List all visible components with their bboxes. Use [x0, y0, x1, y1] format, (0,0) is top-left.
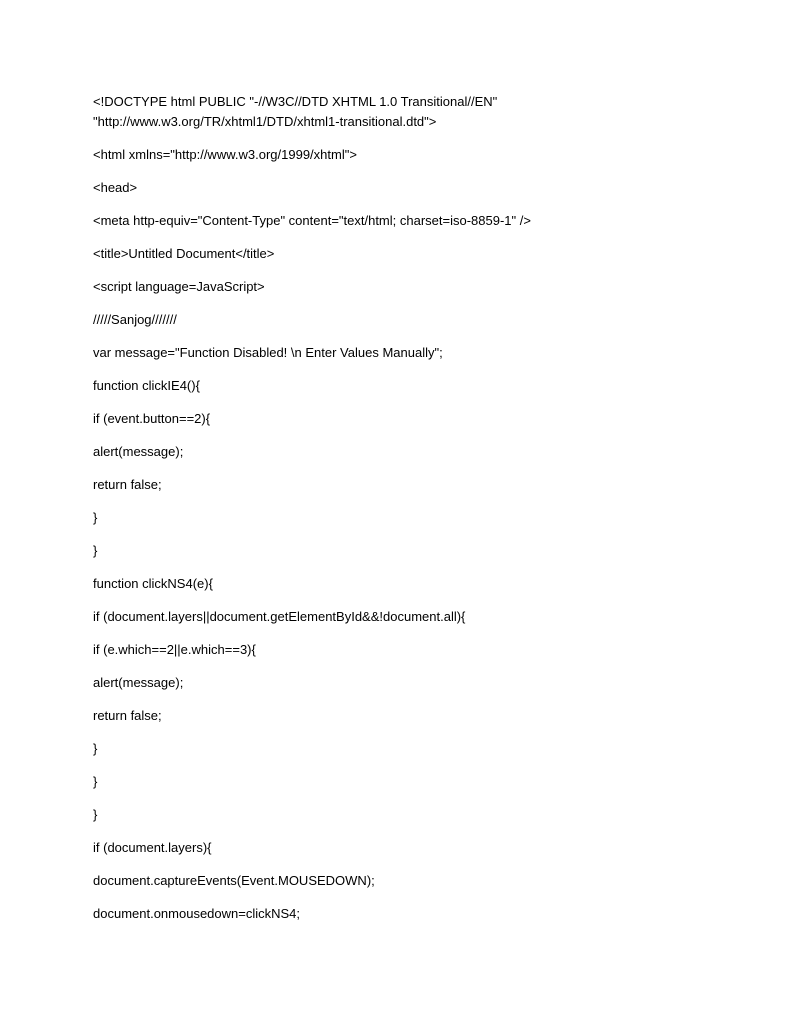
code-line: if (document.layers){: [93, 840, 212, 855]
code-line: <script language=JavaScript>: [93, 279, 265, 294]
code-paragraph: [93, 640, 743, 660]
code-paragraph: [93, 409, 743, 429]
code-paragraph: [93, 541, 743, 561]
code-paragraph: [93, 244, 743, 264]
code-paragraph: [93, 607, 743, 627]
code-line: /////Sanjog///////: [93, 312, 177, 327]
code-line: return false;: [93, 477, 162, 492]
code-line: <html xmlns="http://www.w3.org/1999/xhtml">: [93, 147, 357, 162]
code-line: <head>: [93, 180, 138, 195]
code-paragraph: [93, 673, 743, 693]
code-paragraph: [93, 211, 743, 231]
code-paragraph: [93, 442, 743, 462]
code-paragraph: [93, 772, 743, 792]
code-paragraph: [93, 574, 743, 594]
code-line: alert(message);: [93, 675, 184, 690]
code-paragraph: [93, 92, 743, 132]
code-line: }: [93, 807, 98, 822]
code-line: if (event.button==2){: [93, 411, 211, 426]
code-paragraph: [93, 508, 743, 528]
code-line: if (e.which==2||e.which==3){: [93, 642, 256, 657]
code-paragraph: [93, 805, 743, 825]
code-paragraph: [93, 178, 743, 198]
document-body: [93, 92, 743, 937]
code-line: <!DOCTYPE html PUBLIC "-//W3C//DTD XHTML 1.0 Transitional//EN": [93, 94, 498, 109]
code-line: if (document.layers||document.getElementById&&!document.all){: [93, 609, 466, 624]
code-paragraph: [93, 343, 743, 363]
code-line: <meta http-equiv="Content-Type" content="text/html; charset=iso-8859-1" />: [93, 213, 531, 228]
code-line: }: [93, 741, 98, 756]
code-paragraph: [93, 871, 743, 891]
code-paragraph: [93, 706, 743, 726]
code-line: function clickIE4(){: [93, 378, 200, 393]
code-line: document.onmousedown=clickNS4;: [93, 906, 301, 921]
code-line: }: [93, 543, 98, 558]
code-paragraph: [93, 310, 743, 330]
code-line: <title>Untitled Document</title>: [93, 246, 275, 261]
code-line: return false;: [93, 708, 162, 723]
code-line: }: [93, 774, 98, 789]
code-line: document.captureEvents(Event.MOUSEDOWN);: [93, 873, 375, 888]
code-line: var message="Function Disabled! \n Enter Values Manually";: [93, 345, 443, 360]
code-line: alert(message);: [93, 444, 184, 459]
code-line: "http://www.w3.org/TR/xhtml1/DTD/xhtml1-transitional.dtd">: [93, 114, 437, 129]
code-paragraph: [93, 145, 743, 165]
code-paragraph: [93, 739, 743, 759]
code-paragraph: [93, 904, 743, 924]
code-paragraph: [93, 475, 743, 495]
code-paragraph: [93, 838, 743, 858]
code-paragraph: [93, 376, 743, 396]
code-line: function clickNS4(e){: [93, 576, 213, 591]
code-paragraph: [93, 277, 743, 297]
code-line: }: [93, 510, 98, 525]
